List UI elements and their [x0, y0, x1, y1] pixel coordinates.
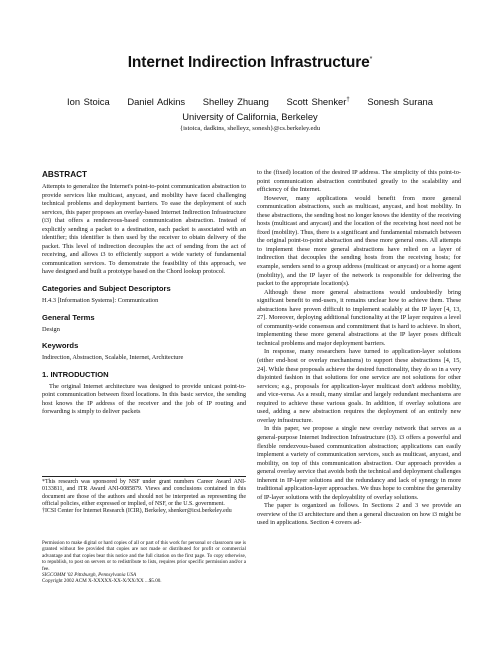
author-name: Ion Stoica	[67, 96, 110, 107]
abstract-text: Attempts to generalize the Internet's point-to-point communication abstraction to provide services like multicast, anycast, and mobility have faced challenging technical problems and deployment barriers. To ease the deployment of such services, this paper proposes an overlay-based Internet Indirection Infrastructure (i3) that offers a rendezvous-based communication abstraction. Instead of explicitly sending a packet to a destination, each packet is associated with an identifier; this identifier is then used by the receiver to obtain delivery of the packet. This level of indirection decouples the act of sending from the act of receiving, and allows i3 to efficiently support a wide variety of fundamental communication services. To demonstrate the feasibility of this approach, we have designed and built a prototype based on the Chord lookup protocol.	[42, 183, 246, 276]
paper-title-text: Internet Indirection Infrastructure	[127, 54, 370, 71]
body-paragraph: Although these more general abstractions would undoubtedly bring significant benefit to end-users, it remains unclear how to achieve them. These abstractions have proven difficult to implement scalably at the IP layer [4, 13, 27]. Moreover, deploying additional functionality at the IP layer requires a level of community-wide consensus and commitment that is hard to achieve. In short, implementing these more general abstractions at the IP layer poses difficult technical problems and major deployment barriers.	[257, 288, 461, 347]
author-name-text: Scott Shenker	[286, 96, 347, 107]
keywords-text: Indirection, Abstraction, Scalable, Internet, Architecture	[42, 354, 184, 362]
body-paragraph: The paper is organized as follows. In Sections 2 and 3 we provide an overview of the i3 architecture and then a general discussion on how i3 might be used in applications. Section 4 covers ad-	[257, 502, 461, 527]
general-terms-text: Design	[42, 325, 60, 333]
author-name: Shelley Zhuang	[202, 96, 269, 107]
categories-heading: Categories and Subject Descriptors	[42, 284, 171, 294]
introduction-heading: 1. INTRODUCTION	[42, 369, 109, 379]
author-footnote-mark: †	[346, 96, 350, 103]
body-paragraph: However, many applications would benefit from more general communication abstractions, such as multicast, anycast, and host mobility. In these abstractions, the sending host no longer knows the identity of the receiving hosts (multicast and anycast) and the location of the receiving host need not be fixed (mobility). Thus, there is a significant and fundamental mismatch between the original point-to-point abstraction and these more general ones. All attempts to implement these more general abstractions have relied on a layer of indirection that decouples the sending hosts from the receiving hosts; for example, senders send to a group address (multicast or anycast) or a home agent (mobility), and the IP layer of the network is responsible for delivering the packet to the appropriate location(s).	[257, 194, 461, 288]
affiliation: University of California, Berkeley	[182, 111, 318, 122]
author-name: Sonesh Surana	[367, 96, 433, 107]
body-paragraph: In this paper, we propose a single new overlay network that serves as a general-purpose Internet Indirection Infrastructure (i3). i3 offers a powerful and flexible rendezvous-based communication abstraction; applications can easily implement a variety of communication services, such as multicast, anycast, and mobility, on top of this communication abstraction. Our approach provides a general overlay service that avoids both the technical and deployment challenges inherent in IP-layer solutions and the redundancy and lack of synergy in more traditional application-layer approaches. We thus hope to combine the generality of IP-layer solutions with the deployability of overlay solutions.	[257, 425, 461, 501]
left-column	[42, 170, 246, 417]
categories-text: H.4.3 [Information Systems]: Communication	[42, 297, 159, 305]
permission-block	[42, 540, 246, 585]
keywords-heading: Keywords	[42, 341, 79, 351]
right-column	[257, 169, 461, 528]
author-list	[0, 96, 500, 107]
author-name	[287, 96, 350, 107]
abstract-heading: ABSTRACT	[42, 170, 88, 179]
venue-line: SIGCOMM '02 Pittsburgh, Pennsylvania USA	[42, 572, 137, 579]
general-terms-heading: General Terms	[42, 312, 95, 322]
body-paragraph: to the (fixed) location of the desired IP address. The simplicity of this point-to-point communication abstraction contributed greatly to the scalability and efficiency of the Internet.	[257, 169, 461, 194]
funding-footnote: *This research was sponsored by NSF under grant numbers Career Award ANI-0133811, and ITR Award ANI-0085879. Views and conclusions contained in this document are those of the authors and should not be interpreted as representing the official policies, either expressed or implied, of NSF, or the U.S. government.	[42, 479, 246, 507]
footnotes	[42, 476, 246, 515]
permission-text: Permission to make digital or hard copies of all or part of this work for personal or classroom use is granted without fee provided that copies are not made or distributed for profit or commercial advantage and that copies bear this notice and the full citation on the first page. To copy otherwise, to republish, to post on servers or to redistribute to lists, requires prior specific permission and/or a fee.	[42, 540, 246, 572]
author-emails: {istoica, dadkins, shelleyz, sonesh}@cs.berkeley.edu	[179, 125, 321, 132]
paper-title	[0, 54, 500, 72]
author-name: Daniel Adkins	[127, 96, 186, 107]
introduction-text: The original Internet architecture was designed to provide unicast point-to-point communication between fixed locations. In this basic service, the sending host knows the IP address of the receiver and the job of IP routing and forwarding is simply to deliver packets	[42, 382, 246, 416]
body-paragraph: In response, many researchers have turned to application-layer solutions (either end-host or overlay mechanisms) to support these abstractions [4, 15, 24]. While these proposals achieve the desired functionality, they do so in a very disjointed fashion in that solutions for one service are not solutions for other services; e.g., proposals for application-layer multicast don't address mobility, and vice-versa. As a result, many similar and largely redundant mechanisms are required to achieve these various goals. In addition, if overlay solutions are used, adding a new abstraction requires the deployment of an entirely new overlay infrastructure.	[257, 348, 461, 424]
affiliation-footnote: †ICSI Center for Internet Research (ICIR), Berkeley, shenker@icsi.berkeley.edu	[42, 508, 232, 515]
copyright-line: Copyright 2002 ACM X-XXXXX-XX-X/XX/XX ...$5.00.	[42, 578, 162, 585]
title-footnote-mark: *	[369, 55, 373, 63]
